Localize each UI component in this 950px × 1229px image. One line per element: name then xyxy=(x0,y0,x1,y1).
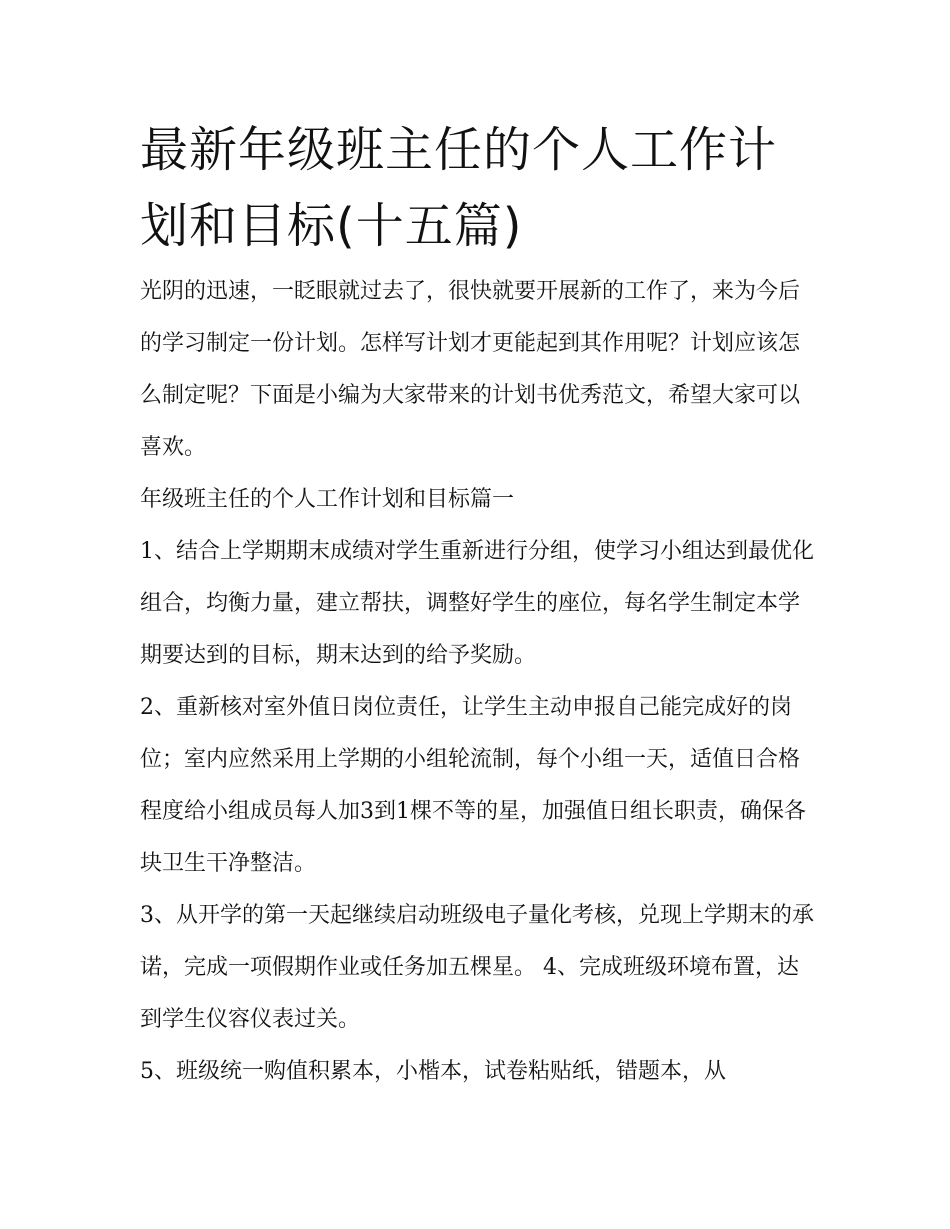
section-heading: 年级班主任的个人工作计划和目标篇一 xyxy=(140,487,515,512)
intro-paragraph: 光阴的迅速，一眨眼就过去了，很快就要开展新的工作了，来为今后的学习制定一份计划。怎样写计划才更能起到其作用呢？计划应该怎么制定呢？下面是小编为大家带来的计划书优秀范文，希望大家可以喜欢。 xyxy=(140,279,801,460)
list-item: 3、从开学的第一天起继续启动班级电子量化考核，兑现上学期末的承诺，完成一项假期作业或任务加五棵星。 4、完成班级环境布置，达到学生仪容仪表过关。 xyxy=(140,903,814,1032)
document-title: 最新年级班主任的个人工作计划和目标(十五篇) xyxy=(140,122,778,254)
list-item: 1、结合上学期期末成绩对学生重新进行分组，使学习小组达到最优化组合，均衡力量，建立帮扶，调整好学生的座位，每名学生制定本学期要达到的目标，期末达到的给予奖励。 xyxy=(140,539,814,668)
list-item: 2、重新核对室外值日岗位责任，让学生主动申报自己能完成好的岗位；室内应然采用上学期的小组轮流制，每个小组一天，适值日合格程度给小组成员每人加3到1棵不等的星，加强值日组长职责，确保各块卫生干净整洁。 xyxy=(140,695,806,876)
list-item: 5、班级统一购值积累本，小楷本，试卷粘贴纸，错题本，从 xyxy=(140,1059,726,1084)
document-page xyxy=(140,112,820,1098)
